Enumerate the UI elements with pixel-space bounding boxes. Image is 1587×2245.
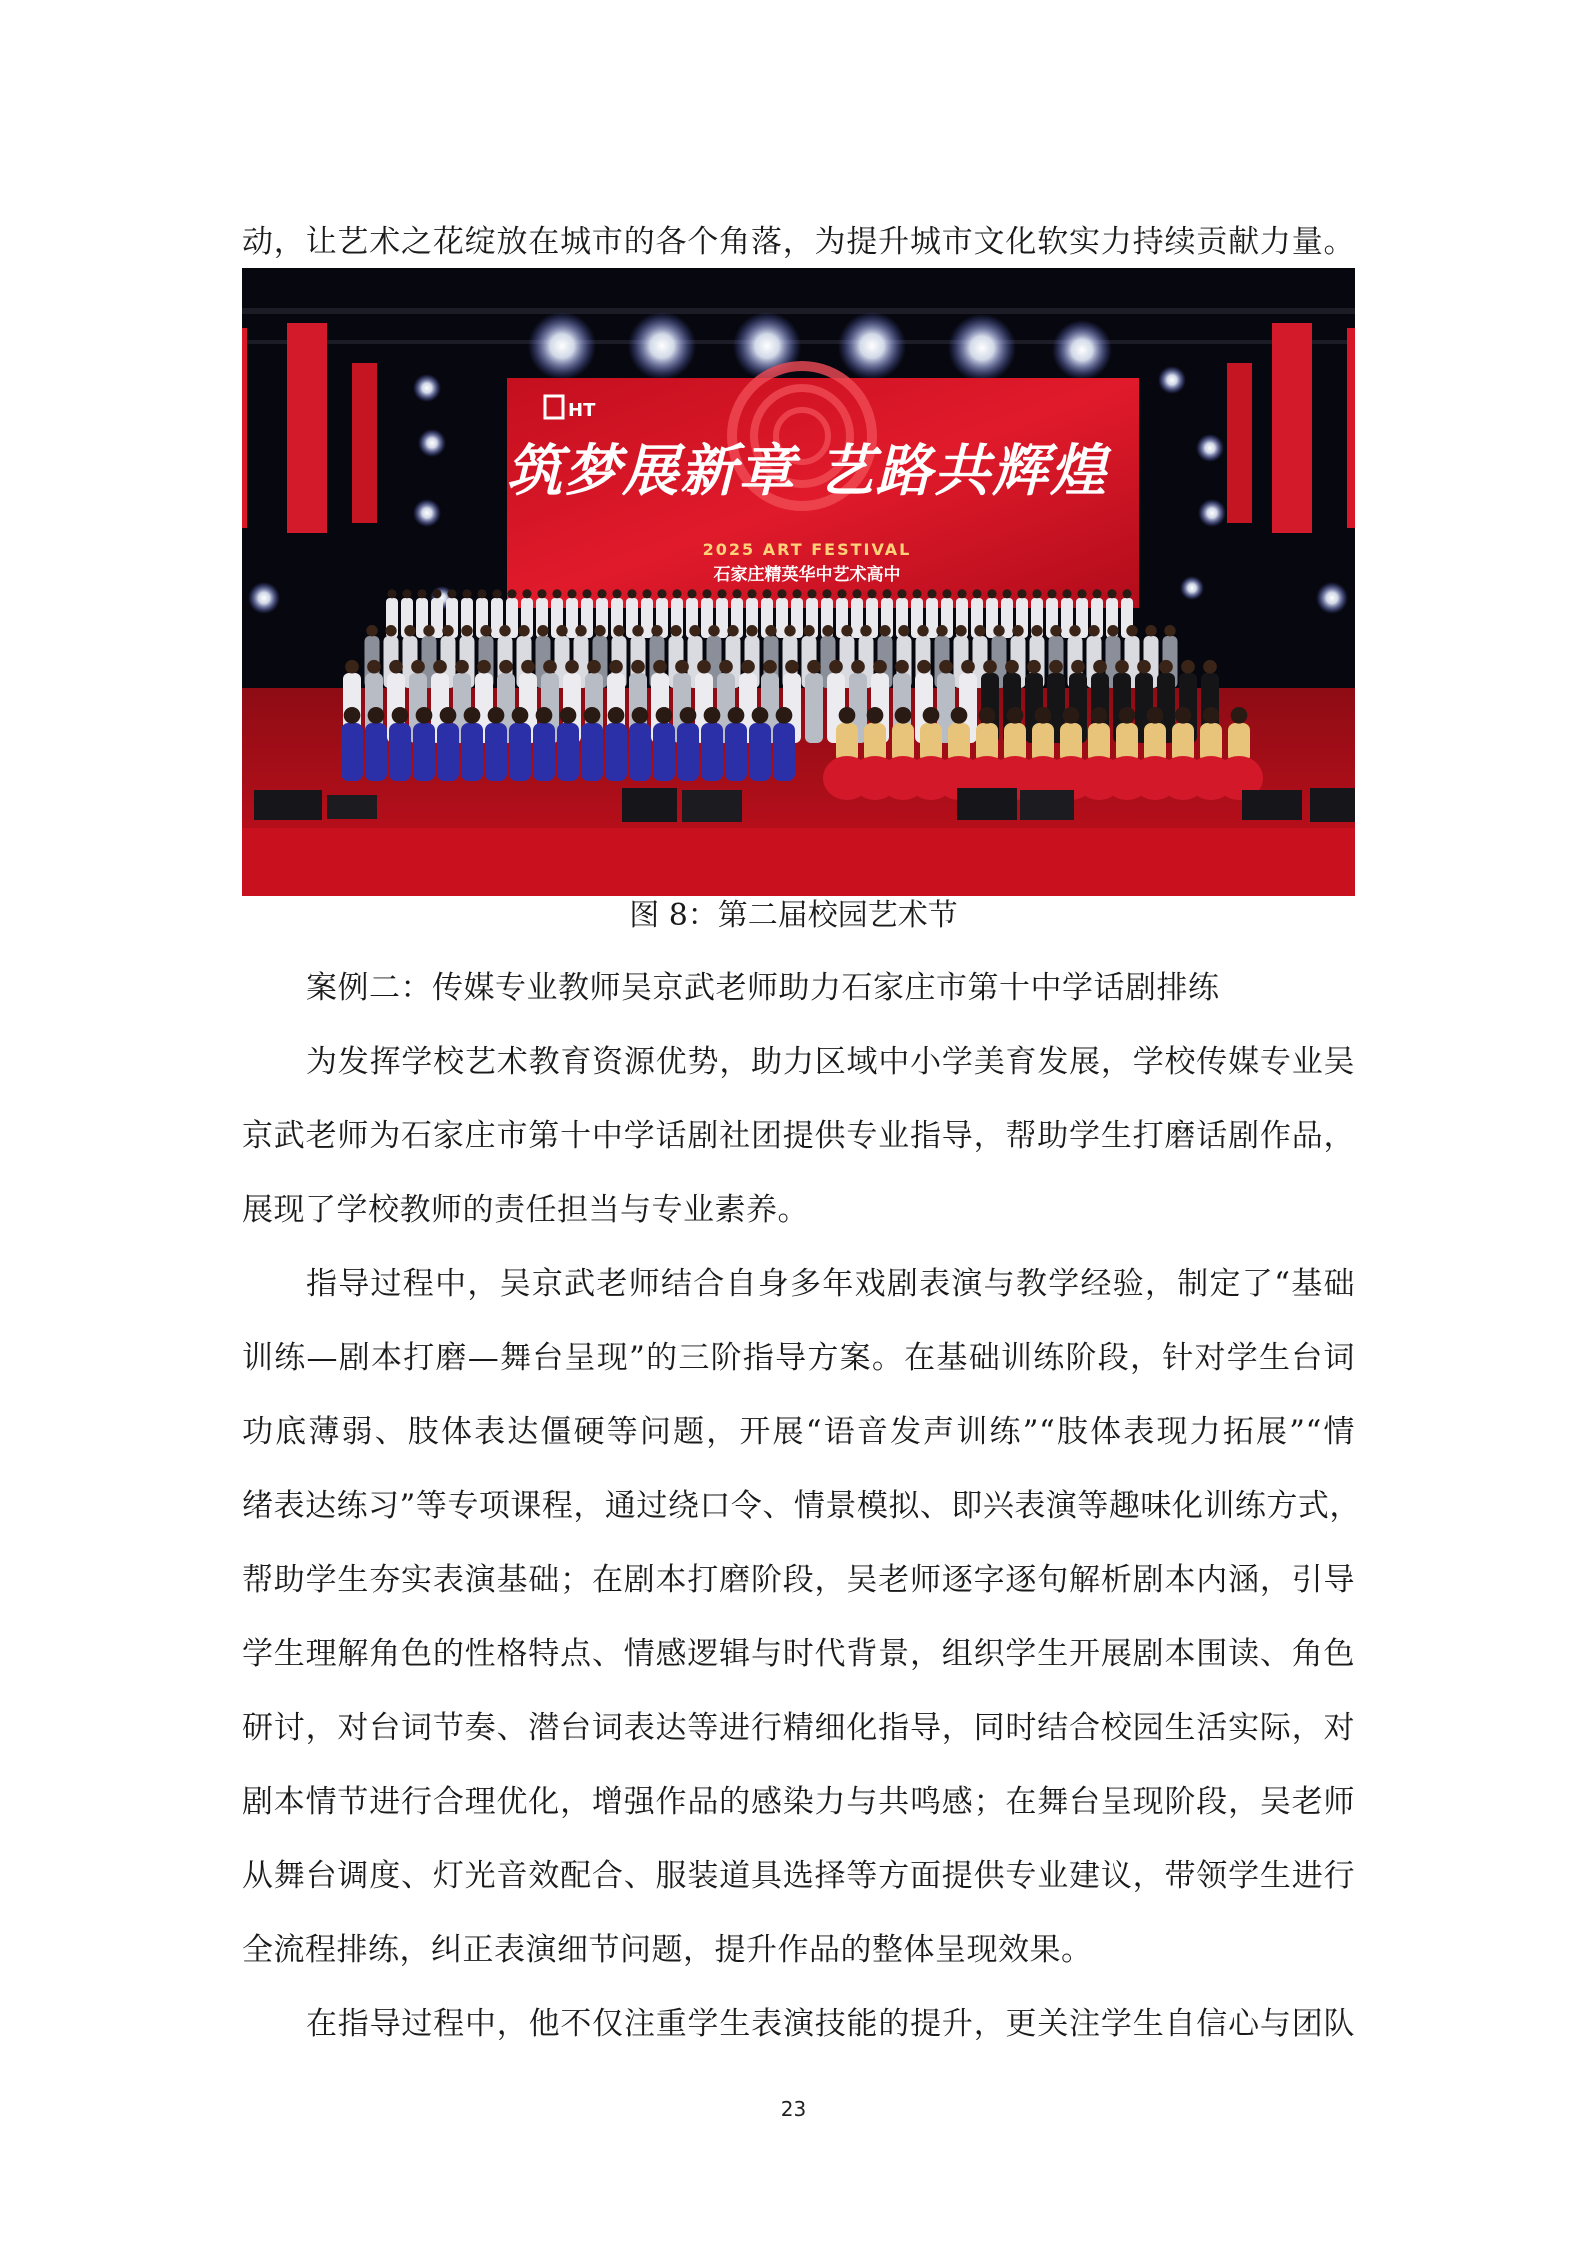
- backdrop-title: 筑梦展新章 艺路共辉煌: [506, 438, 1108, 504]
- para2-line: 剧本情节进行合理优化，增强作品的感染力与共鸣感；在舞台呈现阶段，吴老师: [242, 1784, 1355, 1820]
- backdrop-logo: HT: [568, 400, 596, 421]
- festival-photo: [242, 268, 1355, 896]
- figure-caption: 图 8：第二届校园艺术节: [629, 898, 958, 933]
- case-heading: 案例二：传媒专业教师吴京武老师助力石家庄市第十中学话剧排练: [306, 970, 1220, 1006]
- backdrop-subtitle-en: 2025 ART FESTIVAL: [702, 540, 912, 559]
- para1-line: 京武老师为石家庄市第十中学话剧社团提供专业指导，帮助学生打磨话剧作品，: [242, 1118, 1355, 1154]
- para2-line: 从舞台调度、灯光音效配合、服装道具选择等方面提供专业建议，带领学生进行: [242, 1858, 1355, 1894]
- para3-line: 在指导过程中，他不仅注重学生表演技能的提升，更关注学生自信心与团队: [306, 2006, 1355, 2042]
- para2-line: 全流程排练，纠正表演细节问题，提升作品的整体呈现效果。: [242, 1932, 1093, 1968]
- para2-line: 绪表达练习”等专项课程，通过绕口令、情景模拟、即兴表演等趣味化训练方式，: [242, 1488, 1361, 1524]
- para2-line: 训练—剧本打磨—舞台呈现”的三阶指导方案。在基础训练阶段，针对学生台词: [242, 1340, 1355, 1376]
- para2-line: 学生理解角色的性格特点、情感逻辑与时代背景，组织学生开展剧本围读、角色: [242, 1636, 1355, 1672]
- para2-line: 功底薄弱、肢体表达僵硬等问题，开展“语音发声训练”“肢体表现力拓展”“情: [242, 1414, 1355, 1450]
- para2-line: 研讨，对台词节奏、潜台词表达等进行精细化指导，同时结合校园生活实际，对: [242, 1710, 1355, 1746]
- para2-line: 帮助学生夯实表演基础；在剧本打磨阶段，吴老师逐字逐句解析剧本内涵，引导: [242, 1562, 1355, 1598]
- page-number: 23: [780, 2097, 807, 2121]
- para1-line: 为发挥学校艺术教育资源优势，助力区域中小学美育发展，学校传媒专业吴: [306, 1044, 1355, 1080]
- intro-line: 动，让艺术之花绽放在城市的各个角落，为提升城市文化软实力持续贡献力量。: [242, 224, 1355, 260]
- backdrop-subtitle-cn: 石家庄精英华中艺术高中: [713, 565, 901, 585]
- para2-line: 指导过程中，吴京武老师结合自身多年戏剧表演与教学经验，制定了“基础: [306, 1266, 1355, 1302]
- para1-line: 展现了学校教师的责任担当与专业素养。: [242, 1192, 809, 1228]
